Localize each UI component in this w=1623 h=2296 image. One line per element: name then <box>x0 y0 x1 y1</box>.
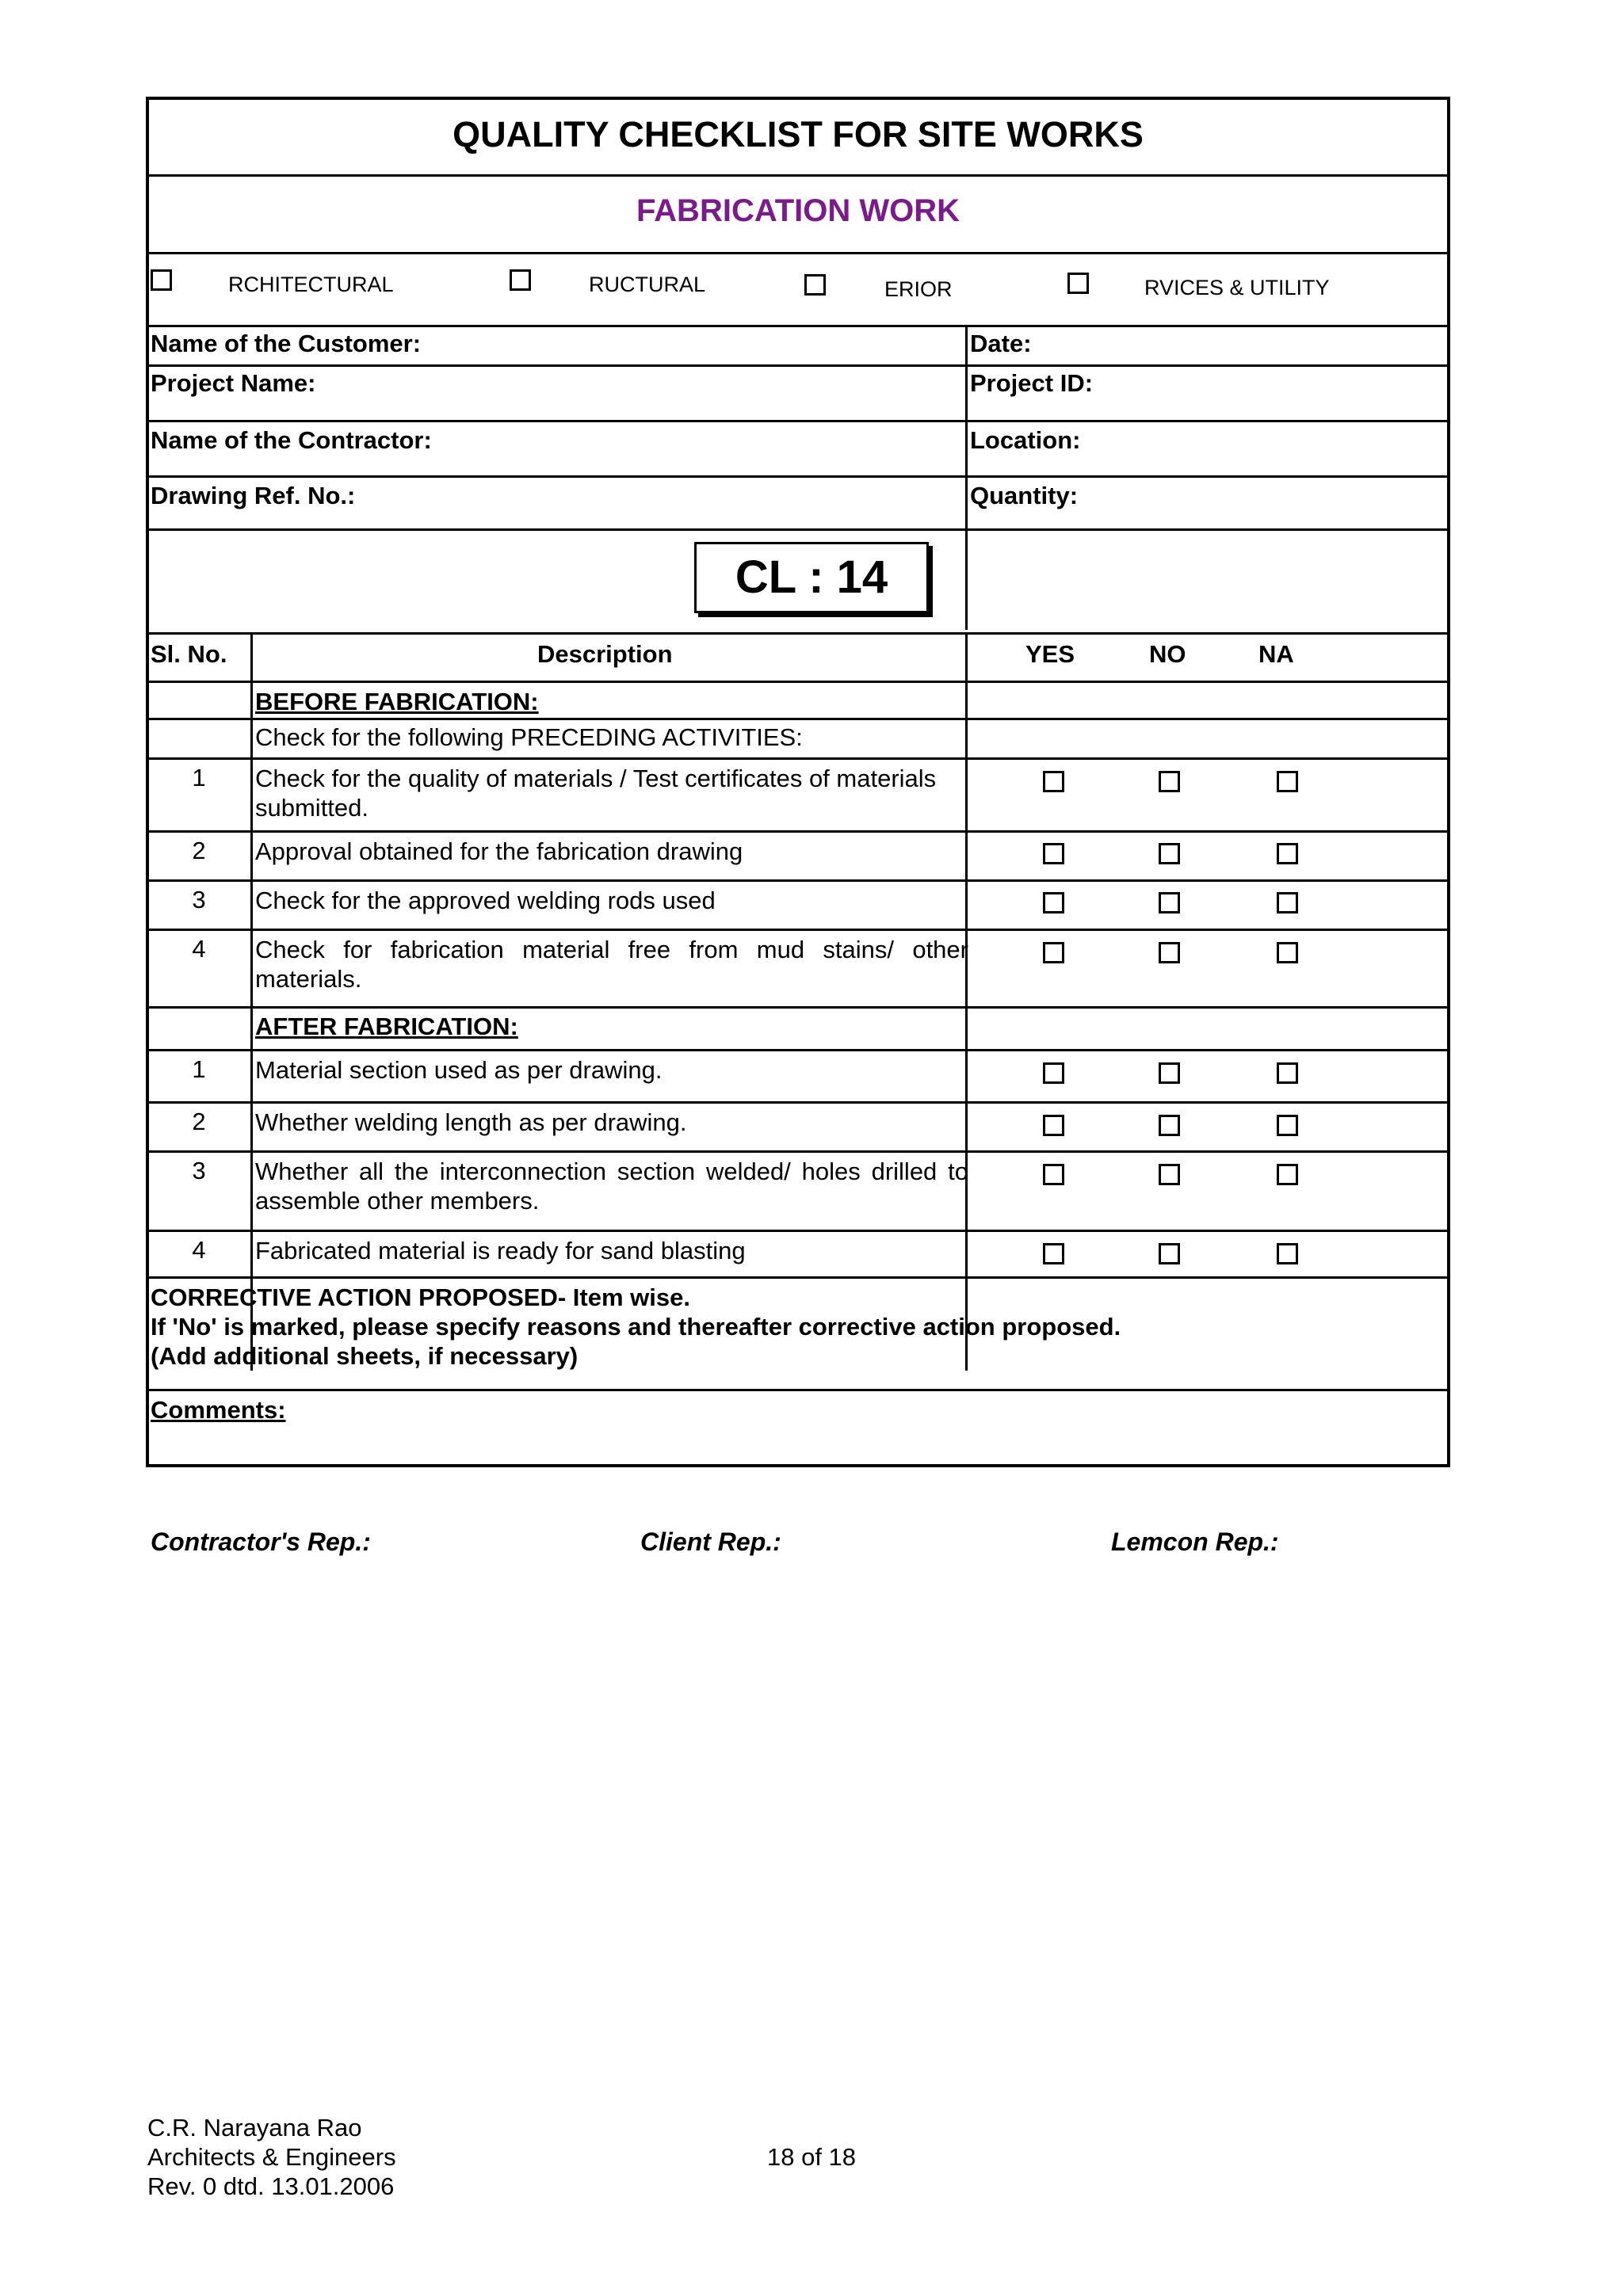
divider <box>149 1006 1447 1009</box>
divider <box>250 632 253 1371</box>
footer-firm-name: C.R. Narayana Rao <box>147 2114 362 2142</box>
divider <box>149 830 1447 833</box>
yes-checkbox[interactable] <box>1043 1164 1064 1185</box>
divider <box>149 1389 1447 1391</box>
divider <box>149 420 1447 422</box>
before-fabrication-heading: BEFORE FABRICATION: <box>255 688 539 715</box>
divider <box>149 1049 1447 1051</box>
no-checkbox[interactable] <box>1159 1164 1180 1185</box>
divider <box>149 252 1447 254</box>
col-description: Description <box>537 640 673 668</box>
client-rep-label: Client Rep.: <box>640 1527 781 1556</box>
preceding-activities-text: Check for the following PRECEDING ACTIVITIES: <box>255 723 803 751</box>
project-name-label: Project Name: <box>151 369 316 397</box>
item-description: Check for the quality of materials / Test certificates of materials submitted. <box>255 765 937 822</box>
divider <box>149 681 1447 683</box>
quantity-label: Quantity: <box>970 482 1079 509</box>
drawing-ref-label: Drawing Ref. No.: <box>151 482 356 509</box>
lemcon-rep-label: Lemcon Rep.: <box>1111 1527 1279 1556</box>
na-checkbox[interactable] <box>1277 1164 1298 1185</box>
yes-checkbox[interactable] <box>1043 771 1064 792</box>
form-subtitle: FABRICATION WORK <box>636 193 960 228</box>
divider <box>149 1230 1447 1232</box>
divider <box>149 1150 1447 1153</box>
yes-checkbox[interactable] <box>1043 942 1064 963</box>
no-checkbox[interactable] <box>1159 1062 1180 1084</box>
contractor-rep-label: Contractor's Rep.: <box>151 1527 371 1556</box>
item-description: Check for the approved welding rods used <box>255 887 716 914</box>
col-yes: YES <box>1025 640 1075 668</box>
item-number: 1 <box>192 1055 206 1083</box>
divider <box>149 757 1447 760</box>
date-label: Date: <box>970 330 1032 357</box>
na-checkbox[interactable] <box>1277 892 1298 913</box>
item-number: 4 <box>192 935 206 963</box>
divider <box>149 364 1447 367</box>
no-checkbox[interactable] <box>1159 892 1180 913</box>
na-checkbox[interactable] <box>1277 1062 1298 1084</box>
na-checkbox[interactable] <box>1277 942 1298 963</box>
checklist-code-box: CL : 14 <box>694 542 929 613</box>
divider <box>149 475 1447 478</box>
category-interior-label: ERIOR <box>884 277 953 301</box>
customer-label: Name of the Customer: <box>151 330 422 357</box>
divider <box>149 528 1447 531</box>
yes-checkbox[interactable] <box>1043 1243 1064 1264</box>
yes-checkbox[interactable] <box>1043 843 1064 864</box>
item-number: 2 <box>192 1108 206 1135</box>
item-number: 4 <box>192 1236 206 1264</box>
divider <box>149 929 1447 931</box>
item-number: 3 <box>192 886 206 913</box>
yes-checkbox[interactable] <box>1043 1115 1064 1136</box>
no-checkbox[interactable] <box>1159 942 1180 963</box>
corrective-action-line3: (Add additional sheets, if necessary) <box>151 1342 579 1370</box>
col-na: NA <box>1258 640 1294 668</box>
footer-firm-type: Architects & Engineers <box>147 2143 396 2171</box>
item-description: Approval obtained for the fabrication drawing <box>255 837 743 865</box>
item-number: 2 <box>192 837 206 864</box>
corrective-action-line1: CORRECTIVE ACTION PROPOSED- Item wise. <box>151 1283 690 1311</box>
na-checkbox[interactable] <box>1277 771 1298 792</box>
form-title: QUALITY CHECKLIST FOR SITE WORKS <box>453 114 1144 154</box>
divider <box>149 632 1447 635</box>
divider <box>149 718 1447 720</box>
na-checkbox[interactable] <box>1277 1243 1298 1264</box>
category-interior-checkbox[interactable] <box>804 274 826 296</box>
item-description: Fabricated material is ready for sand blasting <box>255 1237 746 1264</box>
item-description: Whether welding length as per drawing. <box>255 1108 687 1136</box>
na-checkbox[interactable] <box>1277 1115 1298 1136</box>
no-checkbox[interactable] <box>1159 771 1180 792</box>
item-description: Check for fabrication material free from mud stains/ other materials. <box>255 936 968 993</box>
location-label: Location: <box>970 426 1081 454</box>
divider <box>149 325 1447 327</box>
category-architectural-checkbox[interactable] <box>151 269 172 291</box>
divider <box>149 879 1447 882</box>
no-checkbox[interactable] <box>1159 843 1180 864</box>
item-number: 3 <box>192 1157 206 1184</box>
no-checkbox[interactable] <box>1159 1115 1180 1136</box>
page-number: 18 of 18 <box>767 2143 857 2171</box>
na-checkbox[interactable] <box>1277 843 1298 864</box>
divider <box>149 174 1447 177</box>
item-number: 1 <box>192 764 206 791</box>
item-description: Material section used as per drawing. <box>255 1056 663 1084</box>
item-description: Whether all the interconnection section welded/ holes drilled to assemble other members. <box>255 1158 968 1215</box>
category-structural-checkbox[interactable] <box>510 269 531 291</box>
corrective-action-line2: If 'No' is marked, please specify reasons and thereafter corrective action proposed. <box>151 1313 1121 1341</box>
yes-checkbox[interactable] <box>1043 892 1064 913</box>
divider <box>149 1276 1447 1279</box>
category-structural-label: RUCTURAL <box>589 273 706 296</box>
after-fabrication-heading: AFTER FABRICATION: <box>255 1013 518 1040</box>
project-id-label: Project ID: <box>970 369 1094 397</box>
yes-checkbox[interactable] <box>1043 1062 1064 1084</box>
category-services-label: RVICES & UTILITY <box>1144 276 1330 299</box>
category-architectural-label: RCHITECTURAL <box>228 273 394 296</box>
footer-revision: Rev. 0 dtd. 13.01.2006 <box>147 2172 395 2200</box>
divider <box>149 1101 1447 1104</box>
comments-label: Comments: <box>151 1396 286 1424</box>
col-sl-no: Sl. No. <box>151 640 227 668</box>
checklist-form <box>146 97 1450 1467</box>
category-services-checkbox[interactable] <box>1067 273 1089 294</box>
no-checkbox[interactable] <box>1159 1243 1180 1264</box>
contractor-label: Name of the Contractor: <box>151 426 432 454</box>
col-no: NO <box>1149 640 1186 668</box>
